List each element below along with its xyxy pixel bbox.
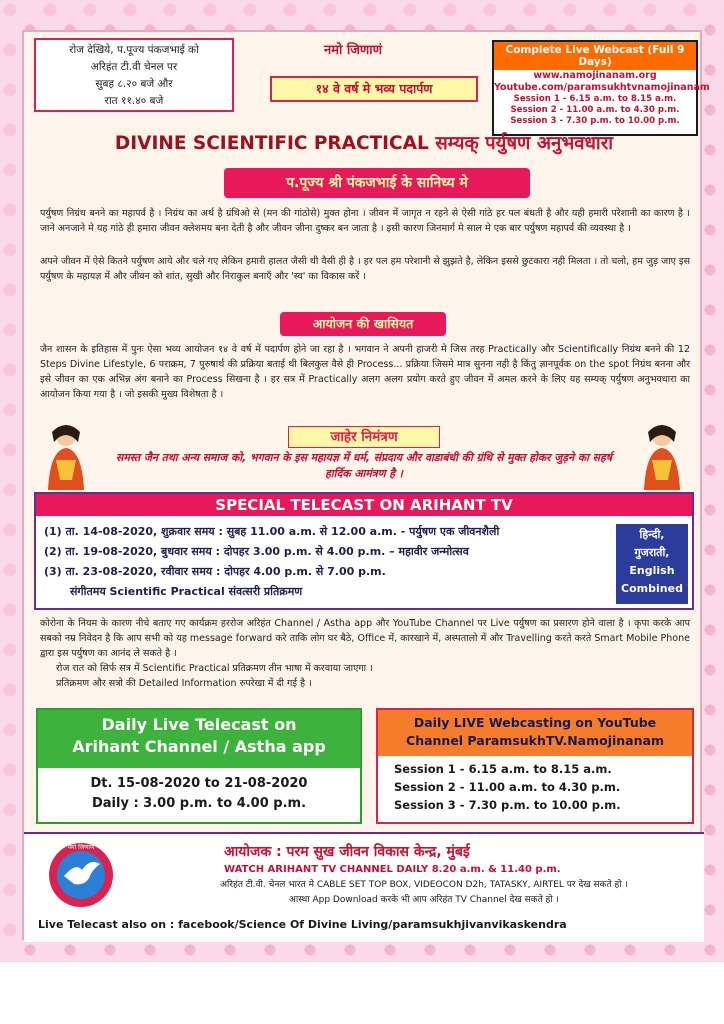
invitation-heading: जाहेर निमंत्रण [288, 426, 440, 448]
anniversary-badge: १४ वे वर्ष मे भव्य पदार्पण [270, 76, 478, 102]
main-title: DIVINE SCIENTIFIC PRACTICAL सम्यक् पर्युषण अनुभवधारा [114, 133, 614, 154]
subtitle-banner: प.पूज्य श्री पंकजभाई के सानिध्य मे [224, 168, 530, 198]
language-badge: हिन्दी, गुजराती, English Combined [616, 524, 688, 604]
daily-telecast-heading: Daily Live Telecast on Arihant Channel / Astha app [38, 710, 360, 768]
daily-viewing-notice: रोज देखिये, प.पूज्य पंकजभाई को अरिहंत टी.वी चेनल पर सुबह ८.२० बजे और रात ११.४० बजे [34, 38, 234, 112]
webcast-session: Session 3 - 7.30 p.m. to 10.00 p.m. [510, 116, 680, 126]
dove-logo-icon [46, 840, 116, 910]
live-webcast-box [492, 40, 710, 136]
footer [24, 832, 704, 942]
telecast-row: (1) ता. 14-08-2020, शुक्रवार समय : सुबह 11.00 a.m. से 12.00 a.m. - पर्युषण एक जीवनशैली [44, 525, 500, 538]
special-telecast-heading: SPECIAL TELECAST ON ARIHANT TV [36, 494, 692, 516]
daily-telecast-box [36, 708, 362, 824]
watch-timings: WATCH ARIHANT TV CHANNEL DAILY 8.20 a.m. & 11.40 p.m. [224, 864, 561, 875]
features-heading: आयोजन की खासियत [280, 312, 446, 336]
special-telecast-box [34, 492, 694, 610]
website-link[interactable]: www.namojinanam.org [533, 70, 657, 81]
telecast-row: (3) ता. 23-08-2020, रवीवार समय : दोपहर 4.00 p.m. से 7.00 p.m. [44, 565, 386, 578]
webcast-session: Session 2 - 11.00 a.m. to 4.30 p.m. [510, 105, 680, 115]
telecast-schedule [44, 522, 618, 602]
daily-telecast-details: Dt. 15-08-2020 to 21-08-2020 Daily : 3.00 p.m. to 4.00 p.m. [90, 776, 308, 811]
welcome-lady-icon [38, 420, 94, 490]
features-paragraph: जैन शासन के इतिहास में पुनः ऐसा भव्य आयोजन १४ वे वर्ष में पदार्पण होने जा रहा है । भगवान ने अपनी हाजरी मे जिस तरह Practically और Scientifically निग्रंथ बनने की 12 Steps Divine Lifestyle, 6 पराक्रम, 7 पुरुषार्थ की प्रक्रिया बताई थी बिलकुल वैसे ही Process... प्रक्रिया जिसमे मात्र सुनना नही है किंतु ज्ञानपूर्वक on the spot निग्रंथ बनना और इसे जीवन का एक अभिन्न अंग बनाने का Process सिखना है । हर सत्र में Practically अलग अलग प्रयोग करते हुए जीवन में अमल करने के लिए यह सम्यक् पर्युषण अनुभवधारा का आयोजन किया गया है । जो इसकी मुख्य विशेषता है । [40, 344, 690, 400]
corona-notice: कोरोना के नियम के कारण नीचे बताए गए कार्यक्रम हररोज अरिहंत Channel / Astha app और YouTube Channel पर Live पर्युषण का प्रसारण होने वाला है । कृपा करके आप सबको नम्र निवेदन है कि आप सभी को यह message forward करे ताकि लोग घर बैठे, Office में, कारखाने में, अस्पतालो में और Travelling करते करते Smart Mobile Phone द्वारा इस पर्युषण का आनंद ले सकते है । रोज रात को सिर्फ सत्र में Scientific Practical प्रतिक्रमण तीन भाषा में करवाया जाएगा । प्रतिक्रमण और सत्रो की Detailed Information रुपरेखा में दी गई है । [40, 618, 690, 689]
daily-webcast-heading: Daily LIVE Webcasting on YouTube Channel ParamsukhTV.Namojinanam [378, 710, 692, 756]
telecast-row: संगीतमय Scientific Practical संवत्सरी प्रतिक्रमण [70, 585, 303, 598]
facebook-link[interactable]: Live Telecast also on : facebook/Science Of Divine Living/paramsukhjivanvikaskendra [38, 918, 567, 931]
webcast-heading: Complete Live Webcast (Full 9 Days) [494, 42, 696, 70]
welcome-lady-icon [634, 420, 690, 490]
intro-paragraph-1: पर्युषण निग्रंथ बनने का महापर्व है । निग्रंथ का अर्थ है ग्रंथिओ से (मन की गांठोसे) मुक्त होना । जीवन में जागृत न रहने से ऐसी गांठे हर पल बंधती है और यही हमारी परेशानी का कारण है । जाने अनजाने मे यह गांठे ही हमारा जीवन क्लेशमय बना देती है और जीवन जीना दुष्कर बन जाता है । इसी कारण जिनमार्ग मे साल मे एक बार पर्युषण महापर्व की व्यवस्था है । [40, 208, 690, 234]
telecast-row: (2) ता. 19-08-2020, बुधवार समय : दोपहर 3.00 p.m. से 4.00 p.m. – महावीर जन्मोत्सव [44, 545, 469, 558]
daily-webcast-box [376, 708, 694, 824]
invitation-text: समस्त जैन तथा अन्य समाज को, भगवान के इस महायज्ञ में धर्म, संप्रदाय और वाडाबंधी की ग्रंथि से मुक्त होकर जुड़ने का सहर्ष हार्दिक आमंत्रण है । [116, 451, 612, 480]
daily-webcast-sessions: Session 1 - 6.15 a.m. to 8.15 a.m. Session 2 - 11.00 a.m. to 4.30 p.m. Session 3 - 7.30 p.m. to 10.00 p.m. [394, 762, 621, 812]
flyer-page [22, 30, 710, 940]
cable-info: अरिहंत टी.वी. चेनल भारत मे CABLE SET TOP BOX, VIDEOCON D2h, TATASKY, AIRTEL पर देख सकते हो । आस्था App Download करके भी आप अरिहंत TV Channel देख सकते हो । [220, 880, 628, 905]
organiser-name: आयोजक : परम सुख जीवन विकास केन्द्र, मुंबई [224, 844, 470, 860]
youtube-link[interactable]: Youtube.com/paramsukhtvnamojinanam [494, 82, 710, 93]
namo-jinanam-heading: नमो जिणाणं [324, 43, 383, 58]
svg-text:नमो जिणाणं: नमो जिणाणं [67, 844, 95, 851]
webcast-session: Session 1 - 6.15 a.m. to 8.15 a.m. [513, 94, 677, 104]
intro-paragraph-2: अपने जीवन में ऐसे कितने पर्युषण आये और चले गए लेकिन हमारी हालत जैसी थी वैसी ही है । हर पल हम परेशानी से झुझते है, लेकिन इससे छुटकारा नही मिलता । तो चलो, हम जुड़ जाए इस पर्युषण के महायज्ञ में और जीवन को शांत, सुखी और निराकुल बनाएँ और 'स्व' का विकास करें । [40, 256, 690, 282]
invitation-section [24, 416, 704, 496]
